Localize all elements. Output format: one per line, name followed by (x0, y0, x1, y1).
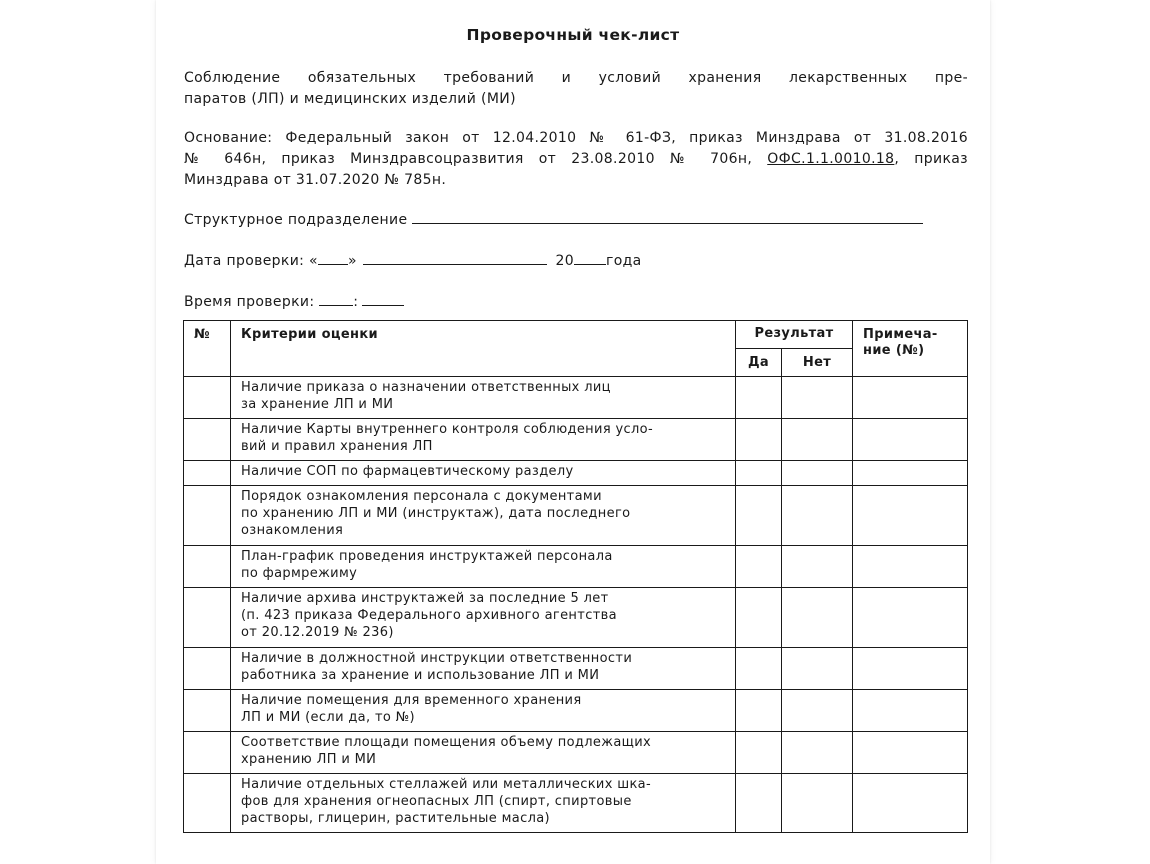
row-criteria-cell (231, 419, 736, 461)
date-year-prefix: 20 (555, 253, 575, 269)
row-number-cell[interactable] (184, 690, 231, 732)
checklist-body (184, 377, 968, 833)
header-note (853, 321, 968, 377)
row-yes-cell[interactable] (736, 419, 782, 461)
row-criteria-cell (231, 377, 736, 419)
subject-line: Соблюдение обязательных требований и условий хранения лекарственных пре- (184, 70, 968, 86)
row-no-cell[interactable] (782, 690, 853, 732)
row-number-cell[interactable] (184, 377, 231, 419)
header-note-line: ние (№) (863, 343, 925, 358)
header-number: № (184, 321, 231, 377)
basis-text: № 646н, приказ Минздравсоцразвития от 23.08.2010 № 706н, (184, 151, 768, 167)
unit-input-line[interactable] (412, 209, 923, 224)
date-month-line[interactable] (363, 250, 547, 265)
criteria-text-line: Наличие помещения для временного хранения (241, 693, 582, 708)
row-note-cell[interactable] (853, 377, 968, 419)
row-criteria-cell (231, 648, 736, 690)
row-note-cell[interactable] (853, 461, 968, 486)
criteria-text-line: вий и правил хранения ЛП (241, 439, 433, 454)
row-number-cell[interactable] (184, 732, 231, 774)
row-note-cell[interactable] (853, 419, 968, 461)
ofs-link[interactable]: ОФС.1.1.0010.18 (767, 151, 895, 167)
row-no-cell[interactable] (782, 419, 853, 461)
date-year-suffix: года (606, 253, 642, 269)
row-no-cell[interactable] (782, 546, 853, 588)
date-year-line[interactable] (574, 250, 606, 265)
row-criteria-cell (231, 774, 736, 833)
row-note-cell[interactable] (853, 732, 968, 774)
header-result: Результат (736, 321, 853, 349)
row-number-cell[interactable] (184, 588, 231, 648)
table-row (184, 377, 968, 419)
time-label: Время проверки: (184, 294, 315, 310)
unit-field (184, 209, 923, 228)
criteria-text-line: растворы, глицерин, растительные масла) (241, 811, 550, 826)
row-yes-cell[interactable] (736, 546, 782, 588)
table-row (184, 588, 968, 648)
basis-text: , приказ (894, 151, 968, 167)
criteria-text-line: Наличие приказа о назначении ответственных лиц (241, 380, 611, 395)
subject-line: паратов (ЛП) и медицинских изделий (МИ) (184, 91, 516, 107)
row-number-cell[interactable] (184, 486, 231, 546)
row-note-cell[interactable] (853, 546, 968, 588)
basis-line: Основание: Федеральный закон от 12.04.2010 № 61-ФЗ, приказ Минздрава от 31.08.2016 (184, 130, 968, 146)
row-note-cell[interactable] (853, 486, 968, 546)
criteria-text-line: работника за хранение и использование ЛП и МИ (241, 668, 600, 683)
time-separator: : (353, 294, 359, 310)
criteria-text-line: Наличие в должностной инструкции ответственности (241, 651, 633, 666)
table-row (184, 648, 968, 690)
criteria-text-line: ознакомления (241, 523, 344, 538)
basis-paragraph (184, 128, 968, 191)
row-criteria-cell (231, 461, 736, 486)
row-no-cell[interactable] (782, 486, 853, 546)
criteria-text-line: от 20.12.2019 № 236) (241, 625, 394, 640)
criteria-text-line: Соответствие площади помещения объему подлежащих (241, 735, 652, 750)
row-yes-cell[interactable] (736, 461, 782, 486)
unit-label: Структурное подразделение (184, 212, 408, 228)
row-note-cell[interactable] (853, 588, 968, 648)
row-criteria-cell (231, 690, 736, 732)
row-yes-cell[interactable] (736, 486, 782, 546)
date-label: Дата проверки: « (184, 253, 318, 269)
time-field (184, 291, 404, 310)
row-note-cell[interactable] (853, 648, 968, 690)
row-yes-cell[interactable] (736, 774, 782, 833)
row-note-cell[interactable] (853, 774, 968, 833)
criteria-text-line: фов для хранения огнеопасных ЛП (спирт, спиртовые (241, 794, 632, 809)
table-row (184, 419, 968, 461)
criteria-text-line: по фармрежиму (241, 566, 358, 581)
date-quote-close: » (347, 253, 357, 269)
row-number-cell[interactable] (184, 461, 231, 486)
date-day-line[interactable] (318, 250, 348, 265)
table-row (184, 732, 968, 774)
row-number-cell[interactable] (184, 419, 231, 461)
document-page (156, 0, 990, 864)
row-number-cell[interactable] (184, 774, 231, 833)
basis-line: Минздрава от 31.07.2020 № 785н. (184, 172, 447, 188)
table-row (184, 774, 968, 833)
header-yes: Да (736, 349, 782, 377)
row-note-cell[interactable] (853, 690, 968, 732)
basis-line (184, 149, 968, 170)
table-row (184, 690, 968, 732)
criteria-text-line: ЛП и МИ (если да, то №) (241, 710, 415, 725)
row-no-cell[interactable] (782, 732, 853, 774)
row-yes-cell[interactable] (736, 690, 782, 732)
time-hours-line[interactable] (319, 291, 353, 306)
time-minutes-line[interactable] (362, 291, 404, 306)
row-no-cell[interactable] (782, 377, 853, 419)
criteria-text-line: Наличие отдельных стеллажей или металлических шка- (241, 777, 652, 792)
criteria-text-line: План-график проведения инструктажей персонала (241, 549, 613, 564)
row-yes-cell[interactable] (736, 732, 782, 774)
header-criteria: Критерии оценки (231, 321, 736, 377)
criteria-text-line: Наличие СОП по фармацевтическому разделу (241, 464, 574, 479)
row-criteria-cell (231, 588, 736, 648)
header-note-line: Примеча- (863, 327, 938, 342)
row-yes-cell[interactable] (736, 588, 782, 648)
criteria-text-line: Порядок ознакомления персонала с документами (241, 489, 602, 504)
subject-paragraph (184, 68, 968, 110)
row-no-cell[interactable] (782, 588, 853, 648)
table-row (184, 461, 968, 486)
row-criteria-cell (231, 732, 736, 774)
criteria-text-line: Наличие Карты внутреннего контроля соблюдения усло- (241, 422, 654, 437)
criteria-text-line: (п. 423 приказа Федерального архивного агентства (241, 608, 617, 623)
row-no-cell[interactable] (782, 648, 853, 690)
row-number-cell[interactable] (184, 546, 231, 588)
date-field (184, 250, 642, 269)
row-yes-cell[interactable] (736, 377, 782, 419)
criteria-text-line: Наличие архива инструктажей за последние 5 лет (241, 591, 609, 606)
table-row (184, 486, 968, 546)
criteria-text-line: хранению ЛП и МИ (241, 752, 377, 767)
row-no-cell[interactable] (782, 461, 853, 486)
criteria-text-line: по хранению ЛП и МИ (инструктаж), дата последнего (241, 506, 631, 521)
table-row (184, 546, 968, 588)
checklist-table (183, 320, 968, 833)
header-no: Нет (782, 349, 853, 377)
row-number-cell[interactable] (184, 648, 231, 690)
row-criteria-cell (231, 486, 736, 546)
row-criteria-cell (231, 546, 736, 588)
row-no-cell[interactable] (782, 774, 853, 833)
criteria-text-line: за хранение ЛП и МИ (241, 397, 394, 412)
row-yes-cell[interactable] (736, 648, 782, 690)
page-title: Проверочный чек-лист (466, 26, 680, 44)
